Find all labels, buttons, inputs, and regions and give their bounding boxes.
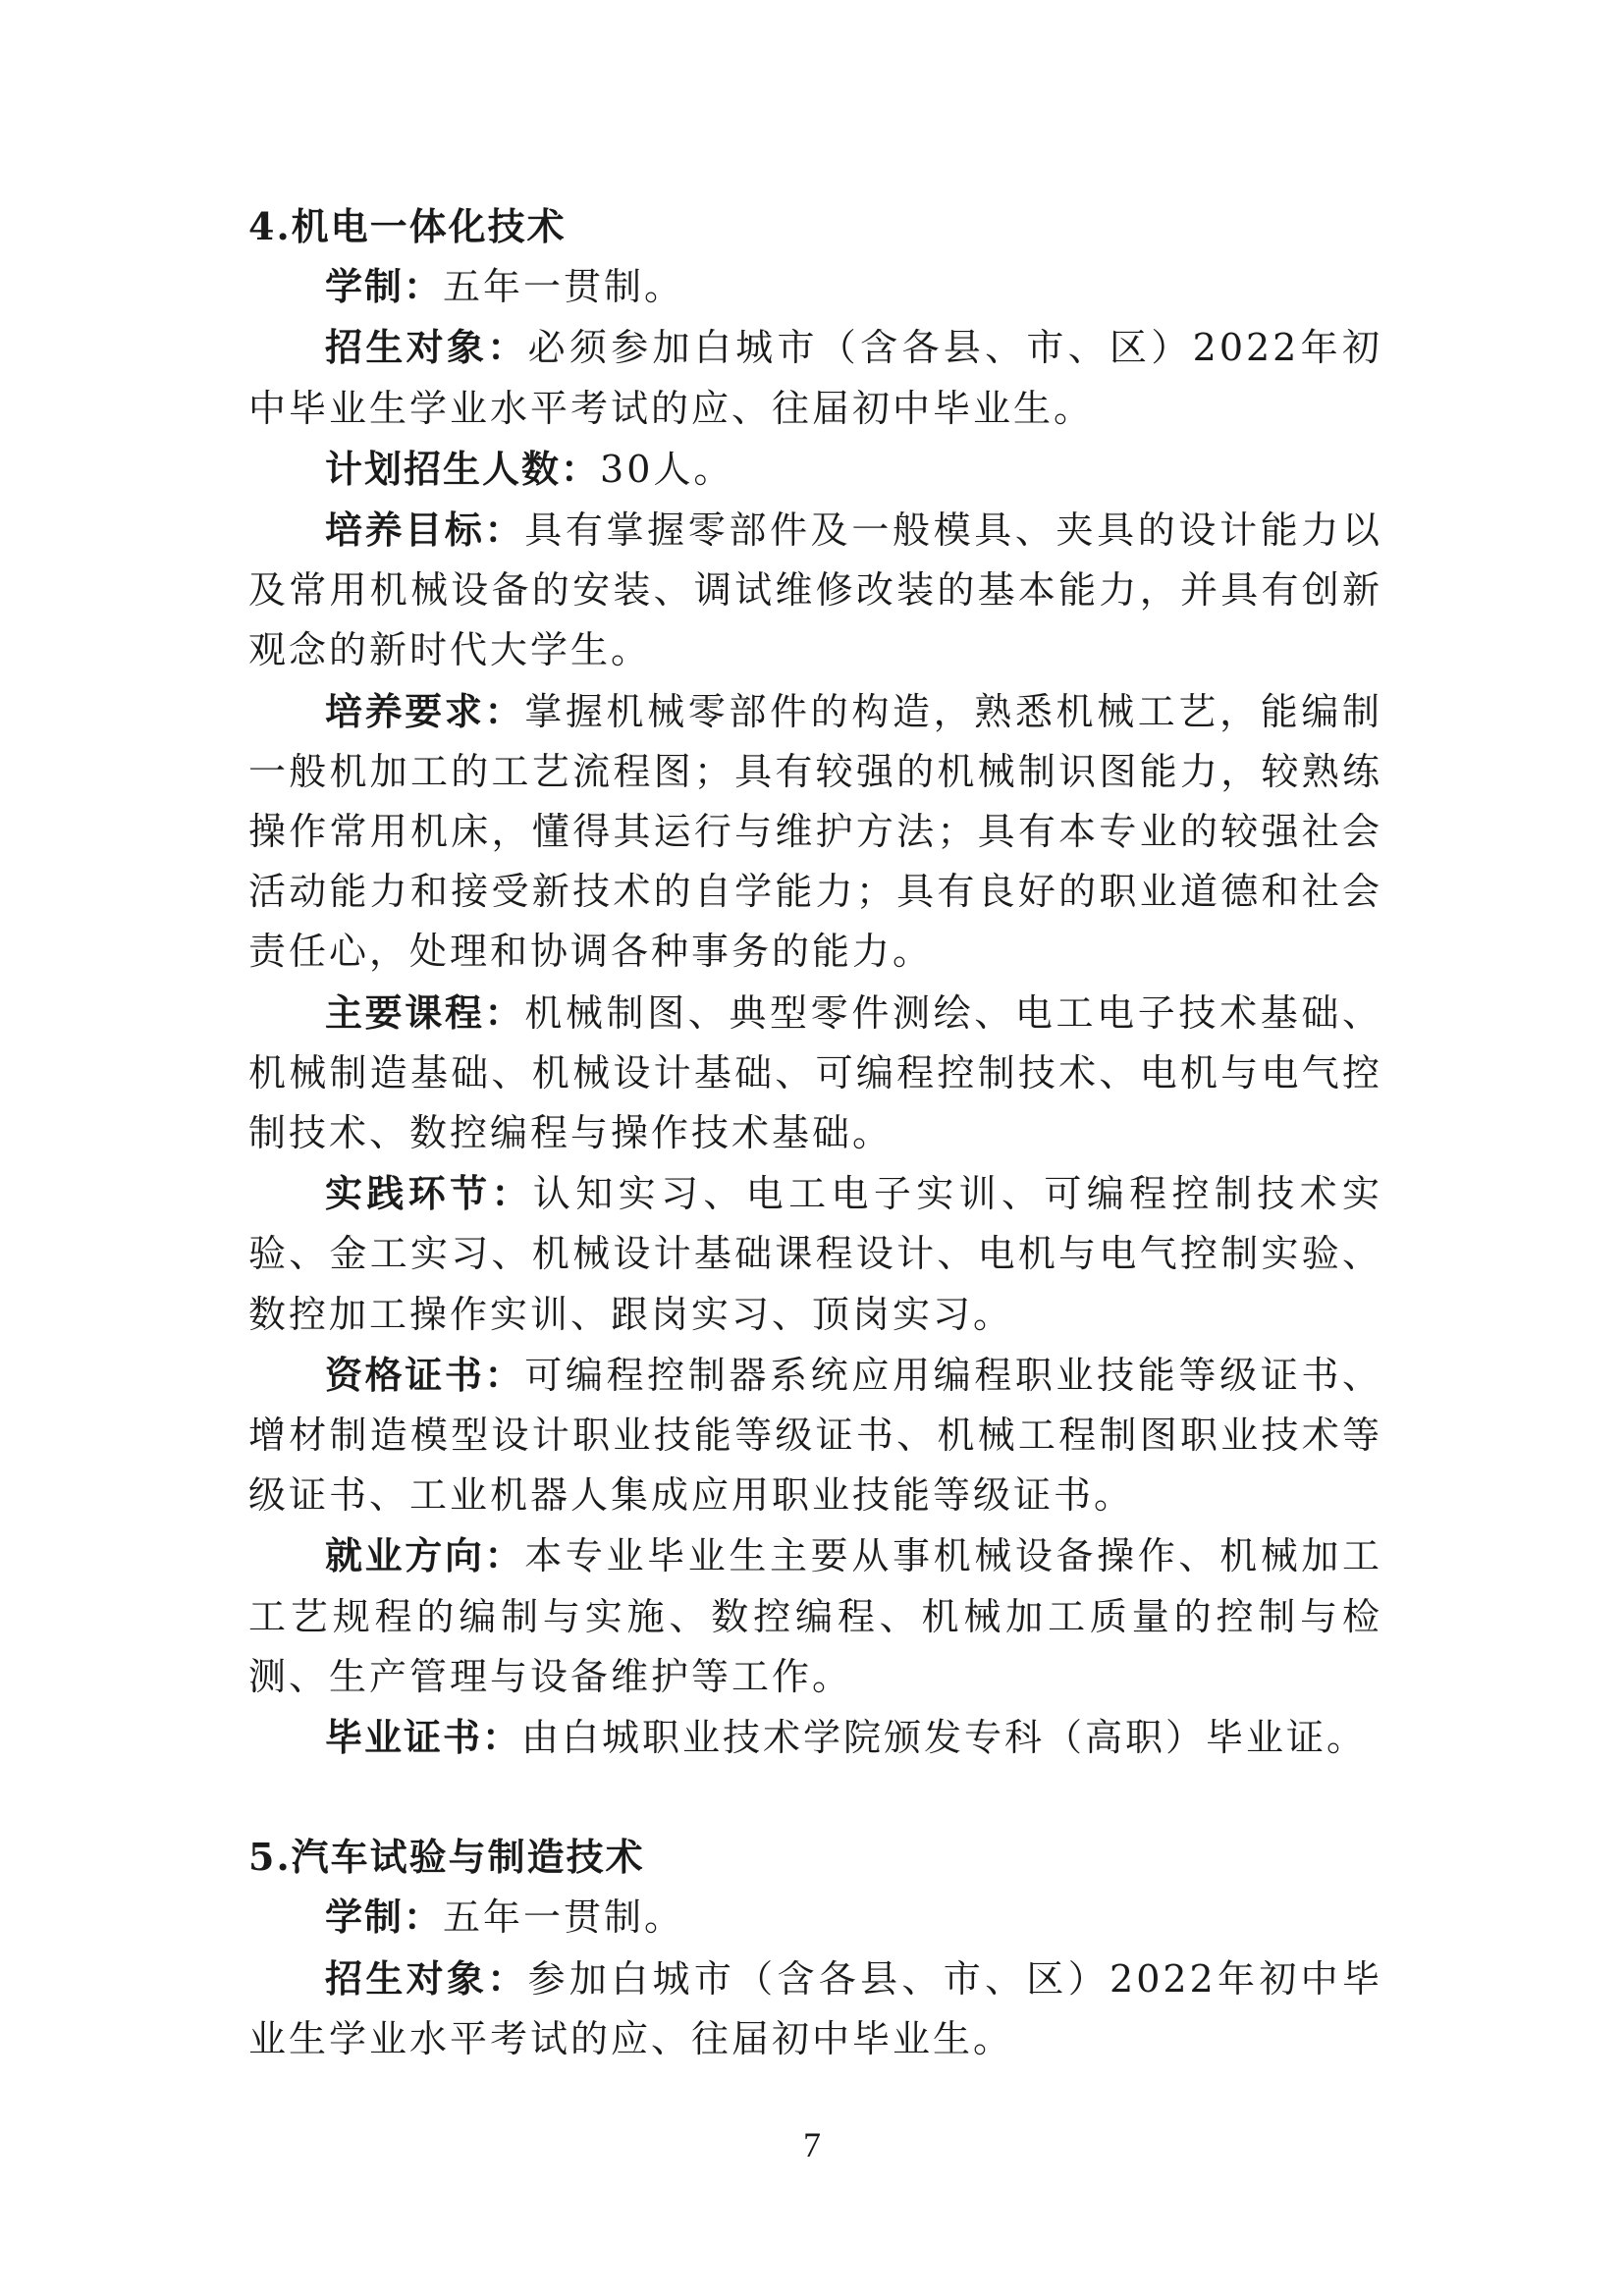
item-label: 学制： <box>325 264 444 309</box>
section-5-heading: 5.汽车试验与制造技术 <box>248 1835 645 1880</box>
item-text: 机械制图、典型零件测绘、电工电子技术基础、机械制造基础、机械设计基础、可编程控制技术、电机与电气控制技术、数控编程与操作技术基础。 <box>248 990 1382 1155</box>
item-text: 本专业毕业生主要从事机械设备操作、机械加工工艺规程的编制与实施、数控编程、机械加工质量的控制与检测、生产管理与设备维护等工作。 <box>248 1534 1382 1698</box>
section-4-practice <box>248 1163 1382 1345</box>
section-4-schooling <box>248 256 1382 317</box>
page-number: 7 <box>803 2125 821 2164</box>
section-4-main-courses <box>248 983 1382 1164</box>
section-4-heading: 4.机电一体化技术 <box>248 204 567 248</box>
item-label: 学制： <box>325 1895 444 1940</box>
page-content <box>248 196 1382 2069</box>
item-text: 由白城职业技术学院颁发专科（高职）毕业证。 <box>521 1716 1368 1760</box>
item-text: 30人。 <box>600 447 734 491</box>
item-text: 参加白城市（含各县、市、区）2022年初中毕业生学业水平考试的应、往届初中毕业生。 <box>248 1956 1382 2060</box>
item-text: 具有掌握零部件及一般模具、夹具的设计能力以及常用机械设备的安装、调试维修改装的基本能力，并具有创新观念的新时代大学生。 <box>248 508 1382 672</box>
section-spacer <box>248 1768 1382 1827</box>
section-4-training-requirements <box>248 681 1382 983</box>
item-label: 招生对象： <box>325 325 528 370</box>
section-5-schooling <box>248 1887 1382 1948</box>
item-text: 五年一贯制。 <box>443 1896 685 1940</box>
section-4-planned-quota <box>248 439 1382 500</box>
section-4-diploma <box>248 1707 1382 1768</box>
item-label: 资格证书： <box>325 1352 525 1397</box>
item-label: 培养要求： <box>325 688 525 733</box>
section-5-enrollment-target <box>248 1949 1382 2069</box>
item-label: 计划招生人数： <box>325 446 601 491</box>
item-text: 必须参加白城市（含各县、市、区）2022年初中毕业生学业水平考试的应、往届初中毕业生。 <box>248 326 1382 430</box>
item-label: 实践环节： <box>325 1171 533 1216</box>
item-label: 招生对象： <box>325 1955 528 2001</box>
section-4-training-goal <box>248 500 1382 681</box>
section-4-employment <box>248 1525 1382 1707</box>
item-text: 认知实习、电工电子实训、可编程控制技术实验、金工实习、机械设计基础课程设计、电机与电气控制实验、数控加工操作实训、跟岗实习、顶岗实习。 <box>248 1172 1382 1336</box>
item-label: 培养目标： <box>325 507 525 553</box>
item-text: 可编程控制器系统应用编程职业技能等级证书、增材制造模型设计职业技能等级证书、机械工程制图职业技术等级证书、工业机器人集成应用职业技能等级证书。 <box>248 1353 1382 1518</box>
item-label: 主要课程： <box>325 989 525 1035</box>
item-label: 就业方向： <box>325 1533 525 1578</box>
section-4-certificates <box>248 1345 1382 1526</box>
item-label: 毕业证书： <box>325 1715 522 1760</box>
item-text: 五年一贯制。 <box>443 265 685 309</box>
item-text: 掌握机械零部件的构造，熟悉机械工艺，能编制一般机加工的工艺流程图；具有较强的机械制识图能力，较熟练操作常用机床，懂得其运行与维护方法；具有本专业的较强社会活动能力和接受新技术的自学能力；具有良好的职业道德和社会责任心，处理和协调各种事务的能力。 <box>248 689 1382 974</box>
section-4-enrollment-target <box>248 317 1382 438</box>
